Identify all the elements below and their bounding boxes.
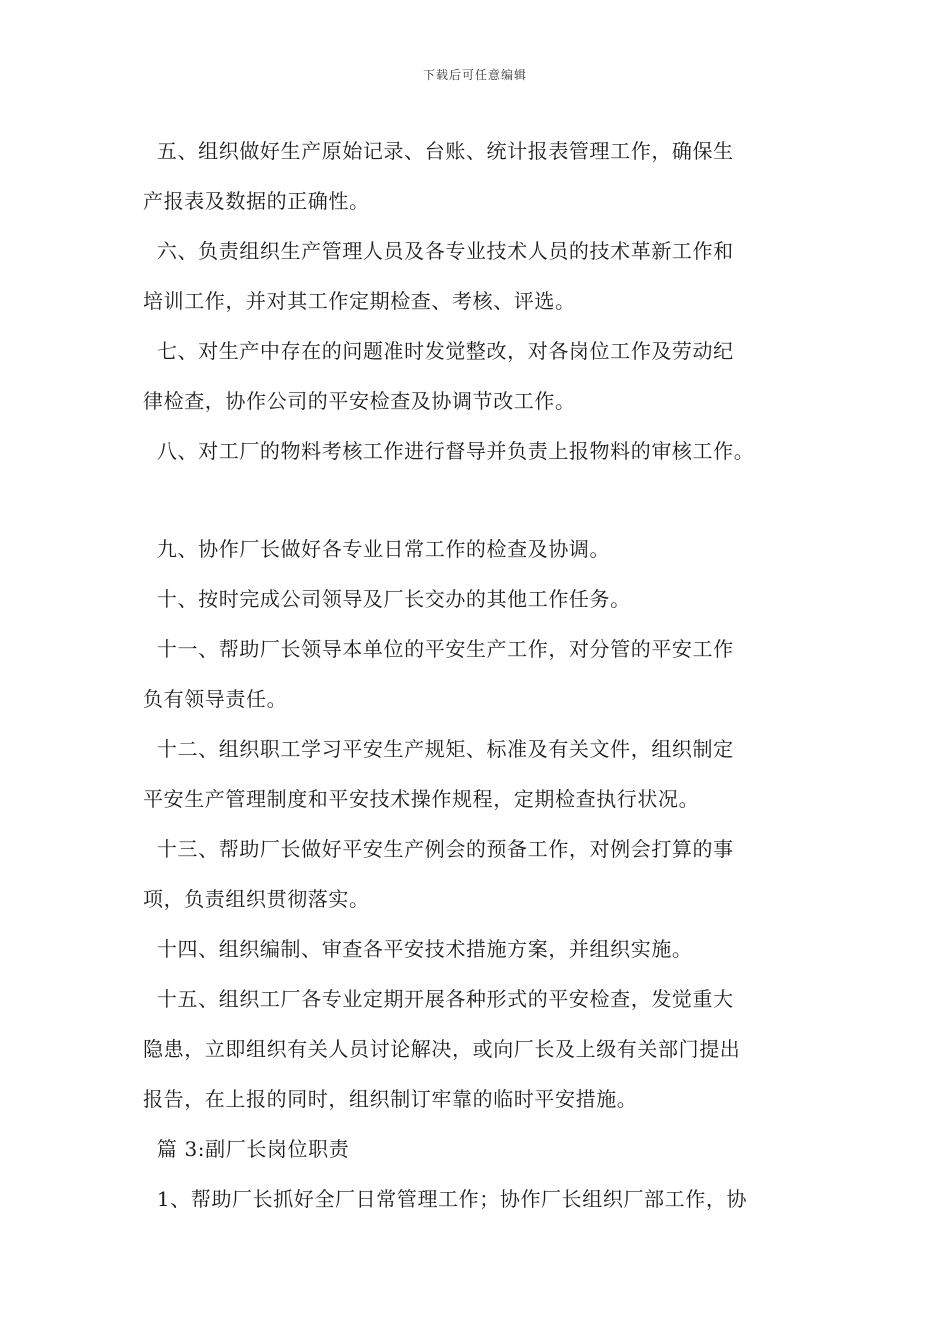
paragraph-line: 十一、帮助厂长领导本单位的平安生产工作，对分管的平安工作 (143, 637, 734, 661)
paragraph-line: 培训工作，并对其工作定期检查、考核、评选。 (143, 289, 576, 313)
paragraph-line: 产报表及数据的正确性。 (143, 189, 370, 213)
paragraph-line: 项，负责组织贯彻落实。 (143, 887, 370, 911)
section-heading: 篇 3:副厂长岗位职责 (143, 1137, 350, 1161)
paragraph-line: 十三、帮助厂长做好平安生产例会的预备工作，对例会打算的事 (143, 837, 734, 861)
paragraph-line: 律检查，协作公司的平安检查及协调节改工作。 (143, 389, 576, 413)
page-header: 下载后可任意编辑 (422, 68, 527, 82)
paragraph-line: 八、对工厂的物料考核工作进行督导并负责上报物料的审核工作。 (143, 439, 755, 463)
paragraph-line: 六、负责组织生产管理人员及各专业技术人员的技术革新工作和 (143, 239, 734, 263)
paragraph-line: 九、协作厂长做好各专业日常工作的检查及协调。 (143, 537, 611, 561)
paragraph-line: 七、对生产中存在的问题准时发觉整改，对各岗位工作及劳动纪 (143, 339, 734, 363)
paragraph-line: 负有领导责任。 (143, 687, 288, 711)
paragraph-line: 报告，在上报的同时，组织制订牢靠的临时平安措施。 (143, 1087, 638, 1111)
paragraph-line: 十五、组织工厂各专业定期开展各种形式的平安检查，发觉重大 (143, 987, 734, 1011)
paragraph-line: 1、帮助厂长抓好全厂日常管理工作；协作厂长组织厂部工作，协 (143, 1187, 748, 1211)
paragraph-line: 十、按时完成公司领导及厂长交办的其他工作任务。 (143, 587, 631, 611)
paragraph-line: 五、组织做好生产原始记录、台账、统计报表管理工作，确保生 (143, 139, 734, 163)
paragraph-line: 十四、组织编制、审查各平安技术措施方案，并组织实施。 (143, 937, 693, 961)
paragraph-line: 十二、组织职工学习平安生产规矩、标准及有关文件，组织制定 (143, 737, 734, 761)
paragraph-line: 平安生产管理制度和平安技术操作规程，定期检查执行状况。 (143, 787, 700, 811)
paragraph-line: 隐患，立即组织有关人员讨论解决，或向厂长及上级有关部门提出 (143, 1037, 741, 1061)
